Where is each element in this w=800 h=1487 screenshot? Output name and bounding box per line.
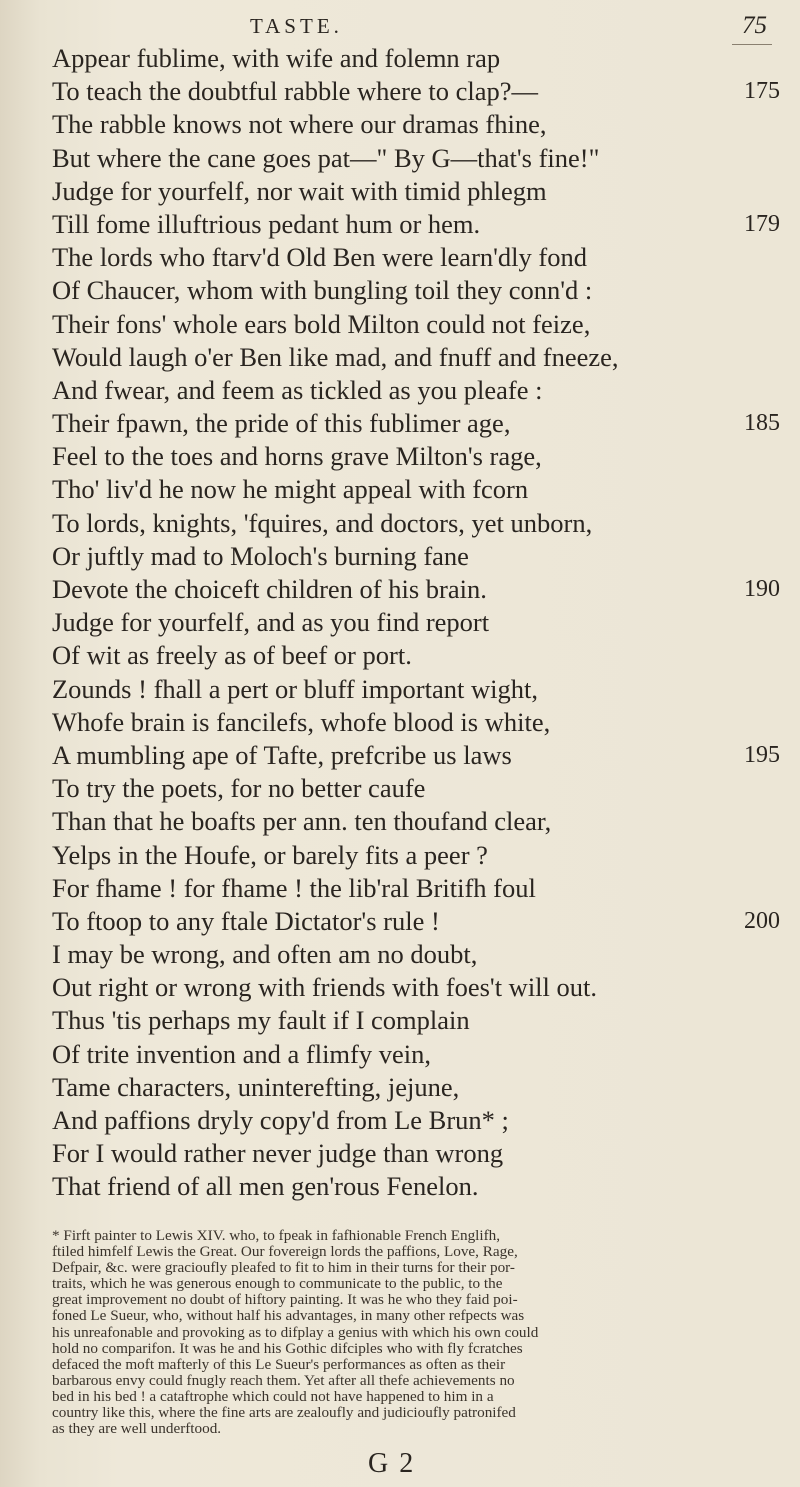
- footnote-line: bed in his bed ! a cataftrophe which could not have happened to him in a: [52, 1388, 494, 1405]
- line-number: 175: [744, 78, 780, 105]
- line-number: 179: [744, 210, 780, 237]
- poem-line-text: Tame characters, uninterefting, jejune,: [52, 1071, 460, 1102]
- poem-line-text: Of wit as freely as of beef or port.: [52, 640, 412, 671]
- poem-line: [52, 639, 780, 672]
- poem-line-text: Zounds ! fhall a pert or bluff important wight,: [52, 673, 538, 704]
- line-number: 195: [744, 741, 780, 768]
- poem-line-text: Feel to the toes and horns grave Milton's rage,: [52, 441, 542, 472]
- poem-line-text: Of trite invention and a flimfy vein,: [52, 1038, 431, 1069]
- footnote-line: traits, which he was generous enough to communicate to the public, to the: [52, 1276, 503, 1293]
- poem-line-text: Judge for yourfelf, nor wait with timid phlegm: [52, 175, 547, 206]
- poem-body: [52, 42, 780, 1204]
- poem-line: [52, 175, 780, 208]
- poem-line: [52, 75, 780, 108]
- poem-line-text: I may be wrong, and often am no doubt,: [52, 939, 478, 970]
- poem-line: [52, 606, 780, 639]
- footnote-line: his unreafonable and provoking as to difplay a genius with which his own could: [52, 1324, 539, 1341]
- poem-line: [52, 341, 780, 374]
- poem-line: [52, 772, 780, 805]
- footnote-line: foned Le Sueur, who, without half his advantages, in many other refpects was: [52, 1308, 525, 1325]
- poem-line: [52, 1004, 780, 1037]
- footnote-line: barbarous envy could fnugly reach them. Yet after all thefe achievements no: [52, 1372, 515, 1389]
- poem-line-text: And fwear, and feem as tickled as you pleafe :: [52, 374, 543, 405]
- footnote-line: ftiled himfelf Lewis the Great. Our fovereign lords the paffions, Love, Rage,: [52, 1244, 518, 1261]
- poem-line: [52, 573, 780, 606]
- poem-line-text: A mumbling ape of Tafte, prefcribe us laws: [52, 739, 512, 770]
- poem-line: [52, 839, 780, 872]
- poem-line: [52, 108, 780, 141]
- poem-line-text: To teach the doubtful rabble where to clap?—: [52, 76, 538, 107]
- poem-line-text: Appear fublime, with wife and folemn rap: [52, 43, 501, 73]
- footnote-line: Defpair, &c. were gracioufly pleafed to fit to him in their turns for their por-: [52, 1260, 515, 1277]
- poem-line: [52, 42, 780, 75]
- page-header: [0, 6, 800, 42]
- poem-line: [52, 1038, 780, 1071]
- poem-line: [52, 274, 780, 307]
- footnote-line: great improvement no doubt of hiftory painting. It was he who they faid poi-: [52, 1292, 518, 1309]
- poem-line-text: The rabble knows not where our dramas fhine,: [52, 109, 547, 140]
- poem-line-text: That friend of all men gen'rous Fenelon.: [52, 1171, 479, 1202]
- footnote-line: hold no comparifon. It was he and his Gothic difciples who with fly fcratches: [52, 1340, 523, 1357]
- poem-line-text: To lords, knights, 'fquires, and doctors, yet unborn,: [52, 507, 593, 538]
- footnote: [52, 1228, 780, 1437]
- poem-line: [52, 473, 780, 506]
- poem-line: [52, 540, 780, 573]
- poem-line: [52, 805, 780, 838]
- line-number: 190: [744, 576, 780, 602]
- poem-line-text: To try the poets, for no better caufe: [52, 773, 426, 804]
- signature-mark: G 2: [368, 1448, 416, 1479]
- poem-line: [52, 241, 780, 274]
- poem-line: [52, 938, 780, 971]
- footnote-line: country like this, where the fine arts are zealoufly and judicioufly patronifed: [52, 1405, 516, 1422]
- poem-line: [52, 905, 780, 938]
- poem-line-text: Devote the choiceft children of his brain.: [52, 574, 487, 604]
- line-number: 185: [744, 410, 780, 437]
- poem-line: [52, 407, 780, 440]
- poem-line-text: Judge for yourfelf, and as you find report: [52, 607, 490, 638]
- poem-line: [52, 673, 780, 706]
- poem-line-text: But where the cane goes pat—" By G—that's fine!": [52, 142, 600, 173]
- poem-line-text: Than that he boafts per ann. ten thoufand clear,: [52, 806, 552, 837]
- poem-line: [52, 308, 780, 341]
- poem-line-text: For fhame ! for fhame ! the lib'ral Britifh foul: [52, 872, 536, 903]
- poem-line-text: Their fons' whole ears bold Milton could not feize,: [52, 308, 591, 339]
- poem-line-text: The lords who ftarv'd Old Ben were learn'dly fond: [52, 242, 587, 273]
- poem-line: [52, 971, 780, 1004]
- poem-line-text: Out right or wrong with friends with foes't will out.: [52, 972, 598, 1003]
- poem-line-text: Yelps in the Houfe, or barely fits a peer ?: [52, 839, 488, 870]
- line-number: 200: [744, 907, 780, 934]
- poem-line-text: Tho' liv'd he now he might appeal with fcorn: [52, 474, 529, 505]
- poem-line-text: Whofe brain is fancilefs, whofe blood is white,: [52, 706, 551, 737]
- poem-line: [52, 208, 780, 241]
- poem-line: [52, 872, 780, 905]
- footnote-line: defaced the moft mafterly of this Le Sueur's performances as often as their: [52, 1356, 506, 1373]
- poem-line-text: Thus 'tis perhaps my fault if I complain: [52, 1005, 470, 1036]
- poem-line-text: Till fome illuftrious pedant hum or hem.: [52, 208, 481, 239]
- poem-line-text: Of Chaucer, whom with bungling toil they conn'd :: [52, 275, 593, 306]
- poem-line: [52, 1170, 780, 1203]
- poem-line-text: For I would rather never judge than wrong: [52, 1138, 504, 1169]
- poem-line-text: Their fpawn, the pride of this fublimer age,: [52, 408, 511, 439]
- poem-line: [52, 1137, 780, 1170]
- running-title: TASTE.: [250, 14, 343, 38]
- poem-line-text: And paffions dryly copy'd from Le Brun* ;: [52, 1105, 509, 1135]
- poem-line-text: Or juftly mad to Moloch's burning fane: [52, 540, 469, 571]
- poem-line-text: To ftoop to any ftale Dictator's rule !: [52, 905, 440, 936]
- footnote-line: * Firft painter to Lewis XIV. who, to fpeak in fafhionable French Englifh,: [52, 1228, 501, 1244]
- poem-line: [52, 706, 780, 739]
- poem-line: [52, 507, 780, 540]
- poem-line: [52, 1071, 780, 1104]
- poem-line: [52, 1104, 780, 1137]
- poem-line: [52, 142, 780, 175]
- poem-line: [52, 374, 780, 407]
- page-number: 75: [742, 12, 767, 39]
- poem-line-text: Would laugh o'er Ben like mad, and fnuff and fneeze,: [52, 341, 619, 372]
- footnote-line: as they are well underftood.: [52, 1421, 222, 1438]
- poem-line: [52, 440, 780, 473]
- poem-line: [52, 739, 780, 772]
